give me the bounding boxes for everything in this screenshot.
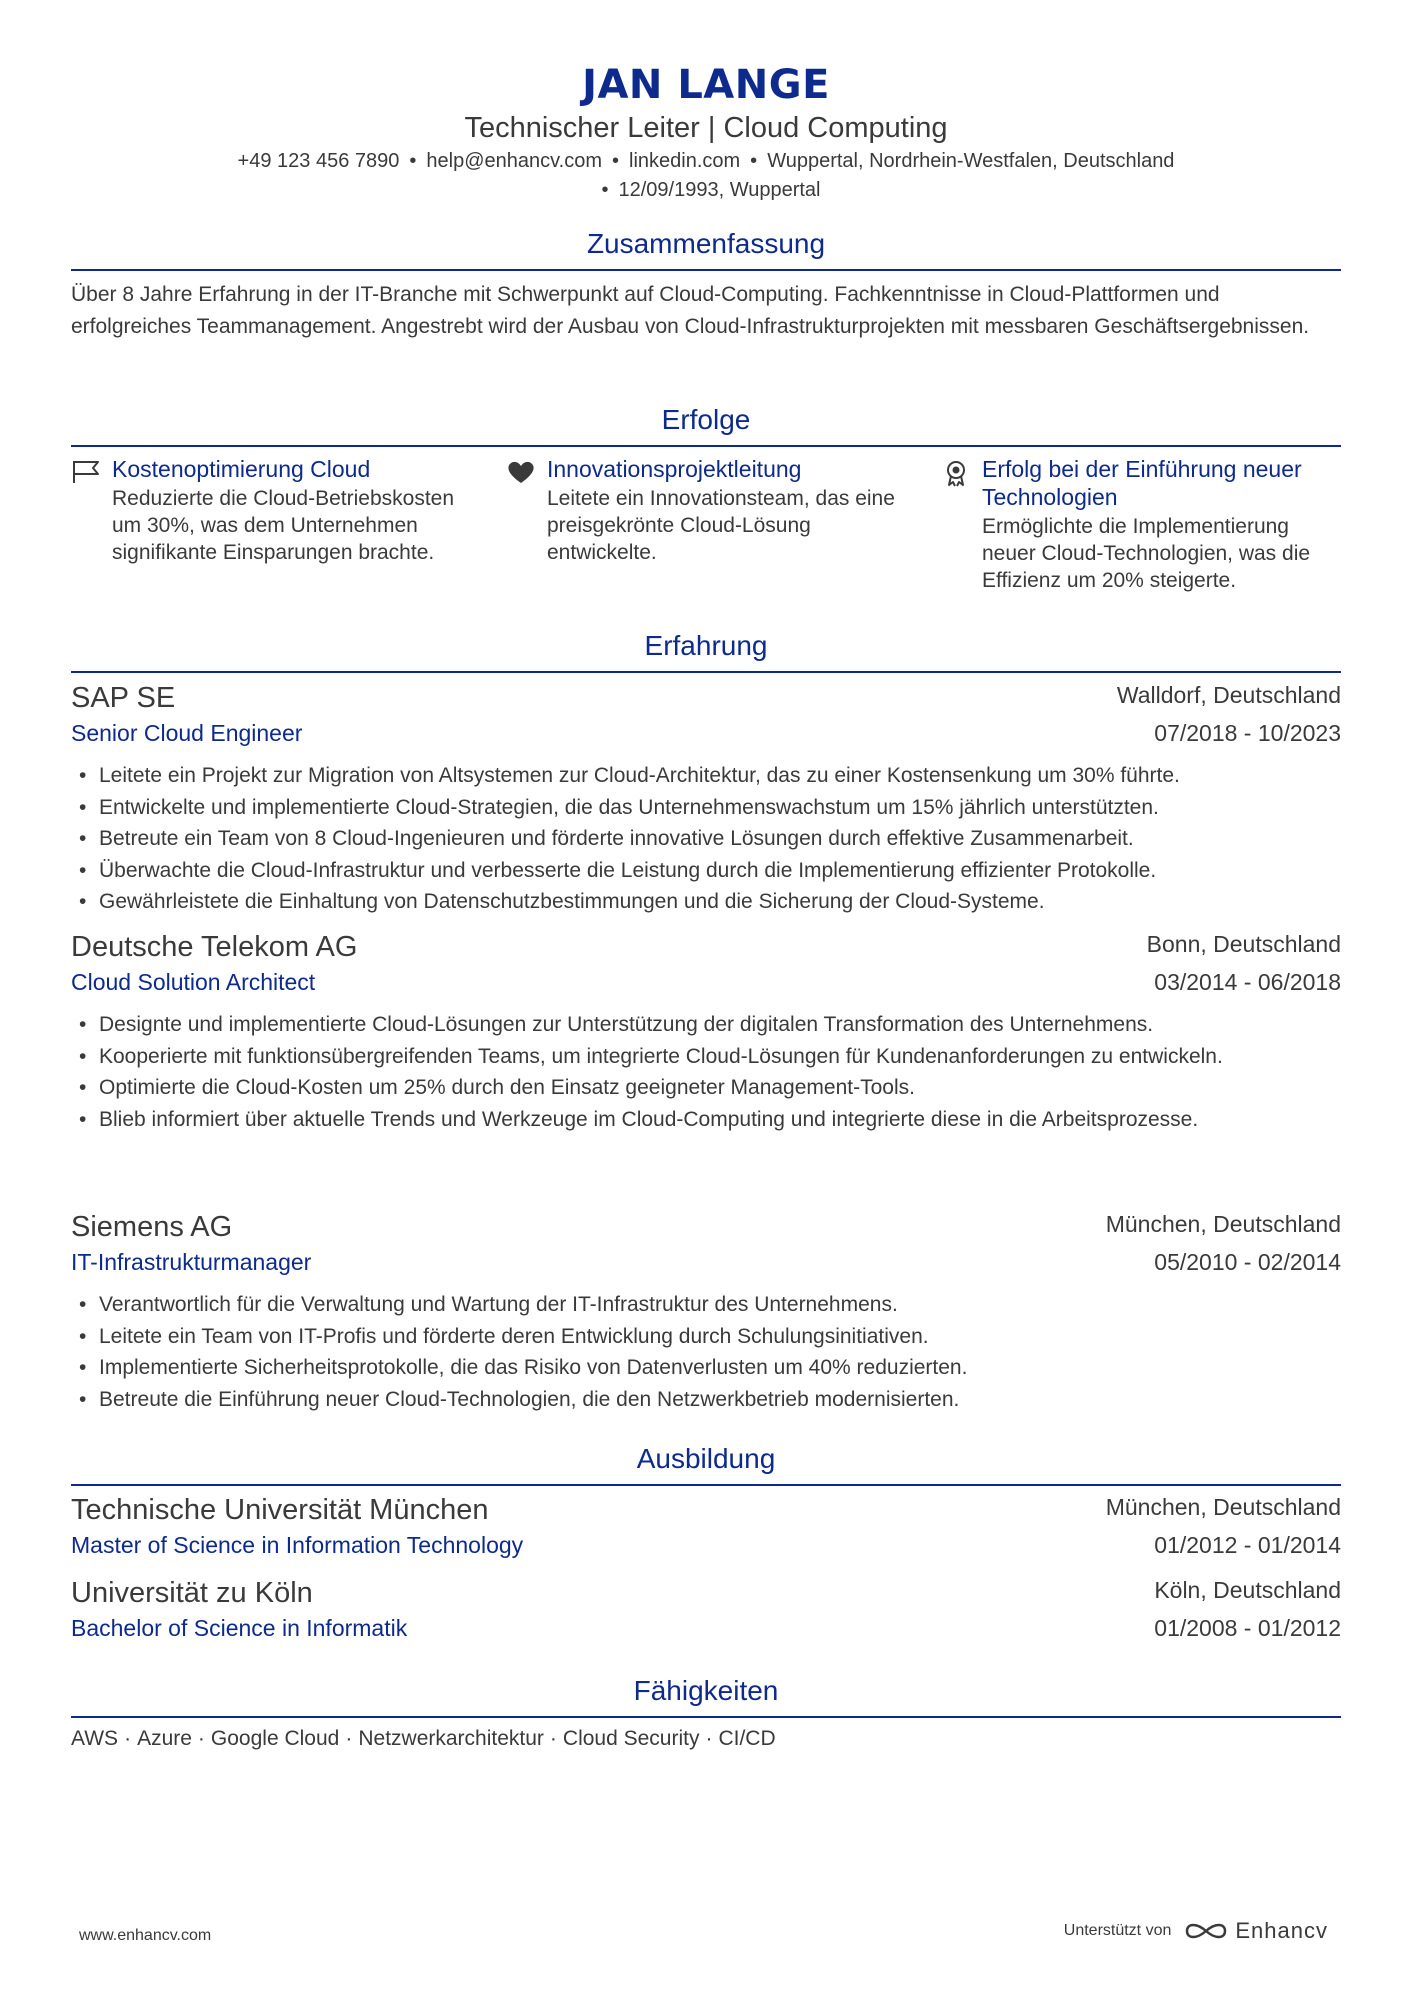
skill-item: CI/CD: [718, 1727, 776, 1750]
contact-line-2: • 12/09/1993, Wuppertal: [601, 179, 821, 201]
school-location: Köln, Deutschland: [1154, 1577, 1341, 1603]
contact-line: +49 123 456 7890 • help@enhancv.com • linkedin.com • Wuppertal, Nordrhein-Westfalen, Deutschland: [237, 150, 1175, 172]
achievement-item: [71, 455, 471, 566]
job-bullet: • Betreute die Einführung neuer Cloud-Technologien, die den Netzwerkbetrieb modernisierten.: [99, 1384, 1341, 1416]
achievement-desc: Ermöglichte die Implementierung neuer Cloud-Technologien, was die Effizienz um 20% steigerte.: [982, 515, 1311, 592]
section-title-achievements: Erfolge: [661, 404, 751, 435]
job-bullet: • Betreute ein Team von 8 Cloud-Ingenieuren und förderte innovative Lösungen durch effektive Zusammenarbeit.: [99, 823, 1341, 855]
degree: Bachelor of Science in Informatik: [71, 1615, 408, 1641]
heart-icon: [506, 459, 536, 487]
email-link[interactable]: help@enhancv.com: [426, 150, 602, 172]
section-divider: [71, 1716, 1341, 1718]
company-name: SAP SE: [71, 682, 176, 714]
footer-powered-by: [1064, 1918, 1328, 1944]
job-bullet: • Verantwortlich für die Verwaltung und Wartung der IT-Infrastruktur des Unternehmens.: [99, 1289, 1341, 1321]
school-name: Technische Universität München: [71, 1494, 489, 1526]
job-bullet: • Kooperierte mit funktionsübergreifenden Teams, um integrierte Cloud-Lösungen für Kundenanforderungen zu entwickeln.: [99, 1041, 1341, 1073]
birth-info: 12/09/1993, Wuppertal: [618, 179, 821, 201]
job-role: Senior Cloud Engineer: [71, 720, 303, 746]
skill-item: Netzwerkarchitektur: [358, 1727, 544, 1750]
achievement-desc: Reduzierte die Cloud-Betriebskosten um 30%, was dem Unternehmen signifikante Einsparungen brachte.: [112, 487, 455, 564]
achievement-title: Kostenoptimierung Cloud: [112, 456, 371, 482]
job-entry: [71, 1211, 1341, 1415]
section-divider: [71, 445, 1341, 447]
skill-item: Google Cloud: [210, 1727, 340, 1750]
achievement-item: [941, 455, 1341, 594]
section-divider: [71, 269, 1341, 271]
degree: Master of Science in Information Technology: [71, 1532, 524, 1558]
flag-icon: [71, 459, 101, 487]
job-role: IT-Infrastrukturmanager: [71, 1249, 312, 1275]
achievement-title: Erfolg bei der Einführung neuer Technologien: [982, 456, 1302, 510]
section-title-experience: Erfahrung: [644, 630, 768, 661]
job-location: München, Deutschland: [1105, 1211, 1341, 1237]
job-location: Walldorf, Deutschland: [1116, 682, 1341, 708]
school-name: Universität zu Köln: [71, 1577, 313, 1609]
job-bullet: • Blieb informiert über aktuelle Trends und Werkzeuge im Cloud-Computing und integrierte diese in die Arbeitsprozesse.: [99, 1104, 1341, 1136]
section-title-summary: Zusammenfassung: [586, 228, 826, 259]
summary-text: Über 8 Jahre Erfahrung in der IT-Branche mit Schwerpunkt auf Cloud-Computing. Fachkenntnisse in Cloud-Plattformen und erfolgreiches Teammanagement. Angestrebt wird der Ausbau von Cloud-Infrastrukturprojekten mit messbaren Geschäftsergebnissen.: [71, 283, 1310, 338]
job-role: Cloud Solution Architect: [71, 969, 316, 995]
enhancv-logo-icon: [1183, 1919, 1229, 1943]
footer-website-link[interactable]: www.enhancv.com: [79, 1927, 212, 1944]
powered-by-label: Unterstützt von: [1063, 1922, 1172, 1939]
school-location: München, Deutschland: [1105, 1494, 1341, 1520]
job-bullet: • Gewährleistete die Einhaltung von Datenschutzbestimmungen und die Sicherung der Cloud-Systeme.: [99, 886, 1341, 918]
skill-item: Cloud Security: [562, 1727, 700, 1750]
job-bullet: • Optimierte die Cloud-Kosten um 25% durch den Einsatz geeigneter Management-Tools.: [99, 1072, 1341, 1104]
education-dates: 01/2012 - 01/2014: [1154, 1532, 1341, 1558]
company-name: Deutsche Telekom AG: [71, 931, 358, 963]
linkedin-link[interactable]: linkedin.com: [629, 150, 741, 172]
award-icon: [941, 459, 971, 487]
section-title-education: Ausbildung: [636, 1443, 776, 1474]
job-entry: [71, 931, 1341, 1135]
location: Wuppertal, Nordrhein-Westfalen, Deutschland: [767, 150, 1175, 172]
job-dates: 05/2010 - 02/2014: [1154, 1249, 1341, 1275]
job-entry: [71, 682, 1341, 918]
skills-list: AWS · Azure · Google Cloud · Netzwerkarchitektur · Cloud Security · CI/CD: [71, 1727, 776, 1750]
headline: Technischer Leiter | Cloud Computing: [464, 112, 948, 144]
section-divider: [71, 671, 1341, 673]
job-dates: 07/2018 - 10/2023: [1154, 720, 1341, 746]
company-name: Siemens AG: [71, 1211, 233, 1243]
job-dates: 03/2014 - 06/2018: [1154, 969, 1341, 995]
education-entry: [71, 1494, 1341, 1566]
candidate-name: JAN LANGE: [582, 62, 830, 108]
job-bullet: • Leitete ein Team von IT-Profis und förderte deren Entwicklung durch Schulungsinitiativen.: [99, 1321, 1341, 1353]
job-bullet: • Leitete ein Projekt zur Migration von Altsystemen zur Cloud-Architektur, das zu einer Kostensenkung um 30% führte.: [99, 760, 1341, 792]
section-title-skills: Fähigkeiten: [633, 1675, 779, 1706]
education-dates: 01/2008 - 01/2012: [1154, 1615, 1341, 1641]
job-bullet: • Überwachte die Cloud-Infrastruktur und verbesserte die Leistung durch die Implementierung effizienter Protokolle.: [99, 855, 1341, 887]
phone: +49 123 456 7890: [237, 150, 400, 172]
achievement-title: Innovationsprojektleitung: [547, 456, 802, 482]
skill-item: Azure: [137, 1727, 192, 1750]
achievement-item: [506, 455, 906, 566]
job-bullet: • Implementierte Sicherheitsprotokolle, die das Risiko von Datenverlusten um 40% reduzierten.: [99, 1352, 1341, 1384]
job-bullet: • Designte und implementierte Cloud-Lösungen zur Unterstützung der digitalen Transformation des Unternehmens.: [99, 1009, 1341, 1041]
achievement-desc: Leitete ein Innovationsteam, das eine preisgekrönte Cloud-Lösung entwickelte.: [547, 487, 895, 564]
job-bullet: • Entwickelte und implementierte Cloud-Strategien, die das Unternehmenswachstum um 15% jährlich unterstützten.: [99, 792, 1341, 824]
section-divider: [71, 1484, 1341, 1486]
brand-name: Enhancv: [1235, 1918, 1328, 1943]
education-entry: [71, 1577, 1341, 1649]
job-location: Bonn, Deutschland: [1146, 931, 1341, 957]
skill-item: AWS: [71, 1727, 119, 1750]
